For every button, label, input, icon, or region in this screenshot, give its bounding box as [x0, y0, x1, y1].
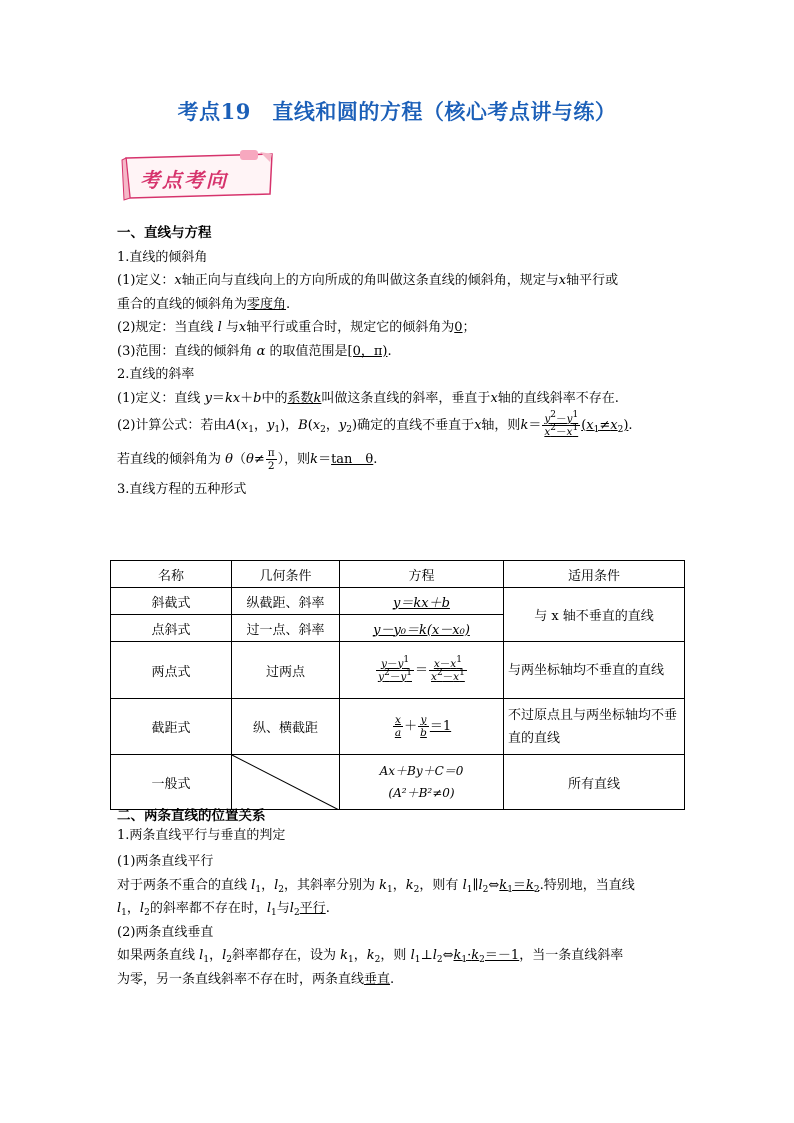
- row-name: 一般式: [111, 755, 232, 810]
- header-equation: 方程: [340, 561, 504, 588]
- sub-five-forms: 3.直线方程的五种形式: [117, 482, 247, 497]
- def-line-2: 重合的直线的倾斜角为零度角.: [117, 296, 291, 312]
- section-2: [117, 806, 683, 991]
- perp-title: (2)两条直线垂直: [117, 924, 214, 940]
- def-line-1: (1)定义：x轴正向与直线向上的方向所成的角叫做这条直线的倾斜角，规定与x轴平行或: [117, 273, 619, 288]
- row-name: 截距式: [111, 699, 232, 755]
- page-title: 考点19 直线和圆的方程（核心考点讲与练）: [177, 99, 617, 124]
- slope-def-line: (1)定义：直线 y＝kx＋b中的系数k叫做这条直线的斜率，垂直于x轴的直线斜率不存在.: [117, 390, 619, 406]
- row-equation: Ax＋By＋C＝0 (A²＋B²≠0): [340, 755, 504, 810]
- table-row: [111, 755, 685, 810]
- rule-line: (2)规定：当直线 l 与x轴平行或重合时，规定它的倾斜角为0；: [117, 320, 476, 335]
- table-row: [111, 699, 685, 755]
- line-forms-table: [110, 560, 685, 810]
- sub-parallel-perp: 1.两条直线平行与垂直的判定: [117, 828, 286, 843]
- row-name: 点斜式: [111, 615, 232, 642]
- row-applicable: 不过原点且与两坐标轴均不垂直的直线: [504, 699, 685, 755]
- row-equation: y－y₀＝k(x－x₀): [340, 615, 504, 642]
- row-equation: $\frac{y-y^1}{y^2-y^1}$ ＝ $\frac{x-x^1}{x^2-x^1}$: [340, 642, 504, 699]
- row-applicable: 所有直线: [504, 755, 685, 810]
- header-name: 名称: [111, 561, 232, 588]
- section-badge: [120, 150, 286, 202]
- perp-line-2: 为零，另一条直线斜率不存在时，两条直线垂直.: [117, 971, 395, 987]
- row-condition-empty: [232, 755, 340, 810]
- table-header-row: [111, 561, 685, 588]
- row-name: 斜截式: [111, 588, 232, 615]
- heading-line-equation: 一、直线与方程: [117, 225, 212, 241]
- section-1: [117, 222, 683, 502]
- header-applicable: 适用条件: [504, 561, 685, 588]
- sub-inclination: 1.直线的倾斜角: [117, 249, 208, 265]
- row-equation: y＝kx＋b: [340, 588, 504, 615]
- range-line: (3)范围：直线的倾斜角 α 的取值范围是[0，π).: [117, 343, 392, 359]
- row-applicable: 与两坐标轴均不垂直的直线: [504, 642, 685, 699]
- row-condition: 纵截距、斜率: [232, 588, 340, 615]
- header-condition: 几何条件: [232, 561, 340, 588]
- row-name: 两点式: [111, 642, 232, 699]
- badge-text: 考点考向: [140, 168, 228, 192]
- parallel-line-2: $l_1$，$l_2$的斜率都不存在时，$l_1$与$l_2$平行.: [117, 901, 330, 918]
- diagonal-line-icon: [232, 755, 339, 810]
- row-condition: 过两点: [232, 642, 340, 699]
- perp-line-1: 如果两条直线 $l_1$，$l_2$斜率都存在，设为 $k_1$，$k_2$，则 $l_1\perp l_2\Leftrightarrow k_1\cdot k_2=-1$，当一条直线斜率: [117, 948, 624, 965]
- parallel-title: (1)两条直线平行: [117, 854, 214, 869]
- row-equation: $\frac{x}{a}$ ＋ $\frac{y}{b}$ ＝1: [340, 699, 504, 755]
- table-row: [111, 642, 685, 699]
- table-row: [111, 588, 685, 615]
- heading-positions: 二、两条直线的位置关系: [117, 808, 266, 824]
- slope-formula-line: (2)计算公式：若由$A(x_1$，$y_1$)，$B(x_2$，$y_2$)确定的直线不垂直于x轴，则k＝ $\frac{y^2-y^1}{x^2-x^1}$ $(x_1\ne x_2)$.: [117, 410, 633, 438]
- row-condition: 过一点、斜率: [232, 615, 340, 642]
- tan-line: 若直线的倾斜角为 θ（θ≠ $\frac{\pi}{2}$ ），则k＝tan θ.: [117, 447, 378, 472]
- row-condition: 纵、横截距: [232, 699, 340, 755]
- parallel-line-1: 对于两条不重合的直线 $l_1$，$l_2$，其斜率分别为 $k_1$，$k_2$，则有 $l_1\parallel l_2\Leftrightarrow k_1=k_2$.特别地，当直线: [117, 877, 635, 895]
- sub-slope: 2.直线的斜率: [117, 367, 195, 382]
- row-applicable: 与 x 轴不垂直的直线: [504, 588, 685, 642]
